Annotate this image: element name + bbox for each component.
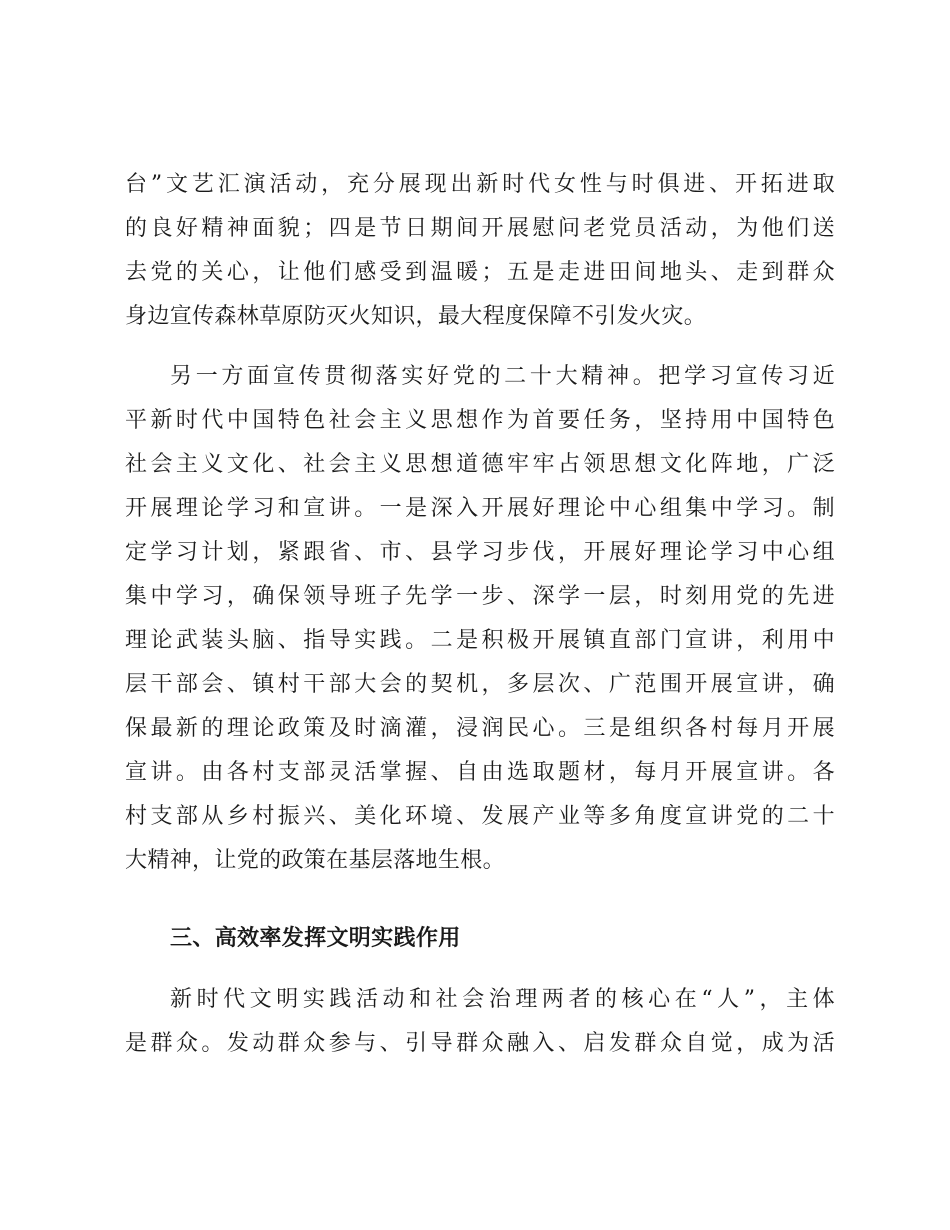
paragraph-2-line-6: 集中学习，确保领导班子先学一步、深学一层，时刻用党的先进: [125, 584, 835, 609]
paragraph-2-line-10: 宣讲。由各村支部灵活掌握、自由选取题材，每月开展宣讲。各: [125, 760, 835, 785]
paragraph-3-line-1: 新时代文明实践活动和社会治理两者的核心在“人”，主体: [170, 987, 835, 1012]
paragraph-1-line-3: 去党的关心，让他们感受到温暖；五是走进田间地头、走到群众: [125, 260, 835, 285]
paragraph-2-line-7: 理论武装头脑、指导实践。二是积极开展镇直部门宣讲，利用中: [125, 628, 835, 653]
paragraph-3-line-2: 是群众。发动群众参与、引导群众融入、启发群众自觉，成为活: [125, 1031, 835, 1056]
paragraph-2-line-11: 村支部从乡村振兴、美化环境、发展产业等多角度宣讲党的二十: [125, 804, 835, 829]
paragraph-2-line-4: 开展理论学习和宣讲。一是深入开展好理论中心组集中学习。制: [125, 496, 835, 521]
section-heading: 三、高效率发挥文明实践作用: [170, 926, 461, 951]
paragraph-2-line-1: 另一方面宣传贯彻落实好党的二十大精神。把学习宣传习近: [170, 364, 835, 389]
paragraph-1-line-2: 的良好精神面貌；四是节日期间开展慰问老党员活动，为他们送: [125, 216, 835, 241]
paragraph-2-line-2: 平新时代中国特色社会主义思想作为首要任务，坚持用中国特色: [125, 408, 835, 433]
paragraph-1-line-1: 台”文艺汇演活动，充分展现出新时代女性与时俱进、开拓进取: [125, 172, 835, 197]
paragraph-1-line-4: 身边宣传森林草原防灭火知识，最大程度保障不引发火灾。: [125, 304, 707, 329]
paragraph-2-line-8: 层干部会、镇村干部大会的契机，多层次、广范围开展宣讲，确: [125, 672, 835, 697]
paragraph-2-line-12: 大精神，让党的政策在基层落地生根。: [125, 848, 505, 873]
paragraph-2-line-9: 保最新的理论政策及时滴灌，浸润民心。三是组织各村每月开展: [125, 716, 835, 741]
paragraph-2-line-3: 社会主义文化、社会主义思想道德牢牢占领思想文化阵地，广泛: [125, 452, 835, 477]
paragraph-2-line-5: 定学习计划，紧跟省、市、县学习步伐，开展好理论学习中心组: [125, 540, 835, 565]
